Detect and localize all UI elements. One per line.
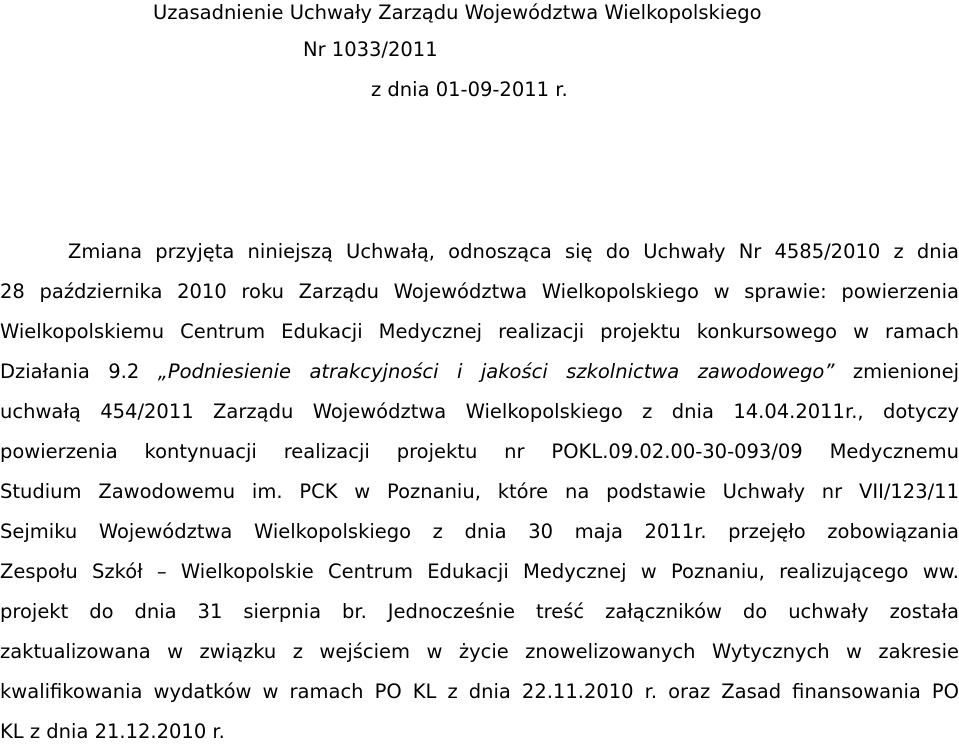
paragraph-line: zaktualizowana w związku z wejściem w życie znowelizowanych Wytycznych w zakresie xyxy=(0,640,959,663)
paragraph-line: Studium Zawodowemu im. PCK w Poznaniu, które na podstawie Uchwały nr VII/123/11 xyxy=(0,480,959,503)
paragraph-line: KL z dnia 21.12.2010 r. xyxy=(0,720,225,743)
paragraph-line: powierzenia kontynuacji realizacji projektu nr POKL.09.02.00-30-093/09 Medycznemu xyxy=(0,440,959,463)
paragraph-line: uchwałą 454/2011 Zarządu Województwa Wielkopolskiego z dnia 14.04.2011r., dotyczy xyxy=(0,400,959,423)
text-run: zmienionej xyxy=(834,360,959,383)
document-title: Uzasadnienie Uchwały Zarządu Województwa Wielkopolskiego xyxy=(153,1,762,24)
program-title-italic: „Podniesienie atrakcyjności i jakości szkolnictwa zawodowego” xyxy=(157,360,835,383)
text-run: Działania 9.2 xyxy=(0,360,158,383)
paragraph-line: Sejmiku Województwa Wielkopolskiego z dnia 30 maja 2011r. przejęło zobowiązania xyxy=(0,520,959,543)
resolution-date: z dnia 01-09-2011 r. xyxy=(371,78,568,101)
paragraph-line: Zespołu Szkół – Wielkopolskie Centrum Edukacji Medycznej w Poznaniu, realizującego ww. xyxy=(0,560,959,583)
paragraph-line xyxy=(0,359,959,385)
paragraph-line: Zmiana przyjęta niniejszą Uchwałą, odnosząca się do Uchwały Nr 4585/2010 z dnia xyxy=(68,240,959,263)
paragraph-line: kwalifikowania wydatków w ramach PO KL z dnia 22.11.2010 r. oraz Zasad finansowania PO xyxy=(0,680,959,703)
paragraph-line: Wielkopolskiemu Centrum Edukacji Medycznej realizacji projektu konkursowego w ramach xyxy=(0,320,959,343)
resolution-number: Nr 1033/2011 xyxy=(303,38,438,61)
paragraph-line: 28 października 2010 roku Zarządu Województwa Wielkopolskiego w sprawie: powierzenia xyxy=(0,280,959,303)
paragraph-line: projekt do dnia 31 sierpnia br. Jednocześnie treść załączników do uchwały została xyxy=(0,600,959,623)
